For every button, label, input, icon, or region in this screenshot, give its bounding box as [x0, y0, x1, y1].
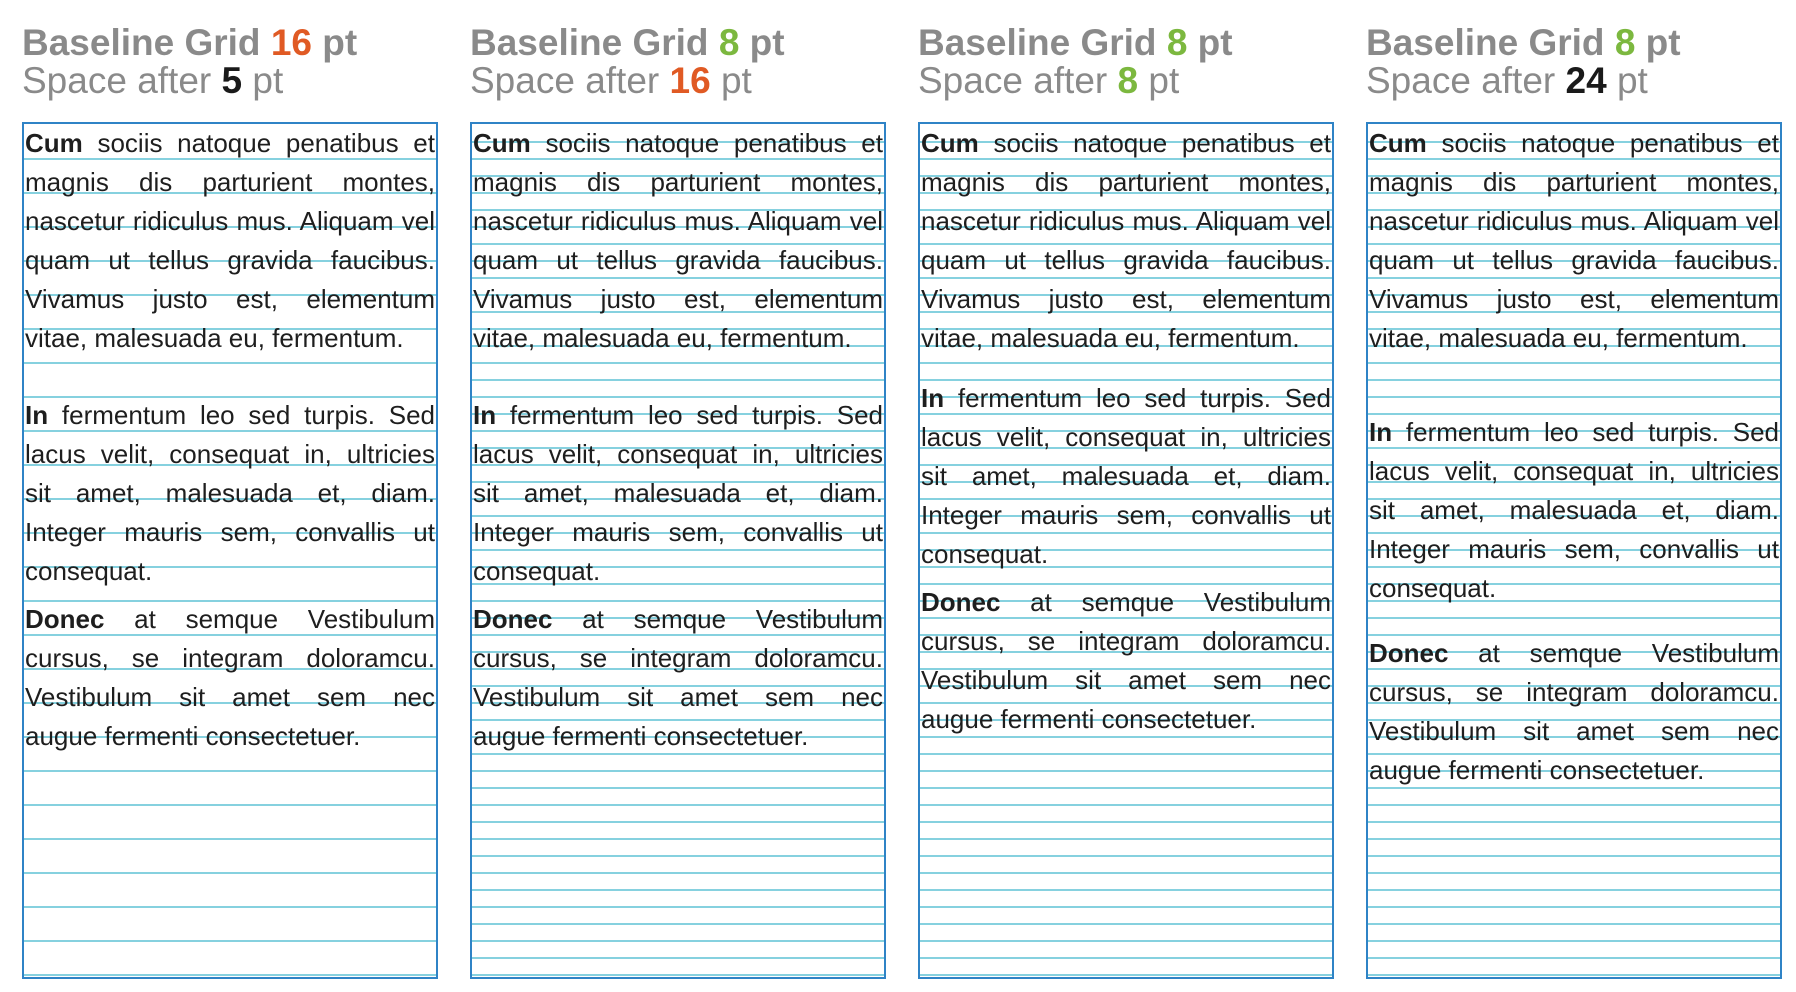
grid-line [24, 872, 436, 874]
paragraph-lead: In [25, 400, 49, 430]
space-after-label [22, 62, 283, 99]
grid-line [472, 855, 884, 857]
paragraph-lead: In [473, 400, 497, 430]
baseline-grid-unit: pt [739, 22, 785, 63]
baseline-grid-prefix: Baseline Grid [1366, 22, 1615, 63]
paragraph-lead: Cum [473, 128, 531, 158]
grid-line [472, 379, 884, 381]
grid-line [472, 906, 884, 908]
grid-line [24, 770, 436, 772]
grid-line [24, 974, 436, 976]
paragraph [920, 124, 1332, 358]
space-after-value: 8 [1117, 60, 1139, 101]
paragraph-text: at semque Vestibulum cursus, se integram doloramcu. Vestibulum sit amet sem nec augue fermenti consectetuer. [473, 604, 883, 751]
space-after-unit: pt [710, 60, 752, 101]
baseline-grid-label [1366, 24, 1681, 61]
grid-line [1368, 940, 1780, 942]
paragraph-text: sociis natoque penatibus et magnis dis parturient montes, nascetur ridiculus mus. Aliquam vel quam ut tellus gravida faucibus. Vivamus justo est, elementum vitae, malesuada eu, fermentum. [473, 128, 883, 353]
grid-line [1368, 617, 1780, 619]
grid-line [920, 906, 1332, 908]
text-frame [22, 122, 438, 979]
paragraph [472, 600, 884, 756]
column-heading [1366, 0, 1782, 120]
space-after-label [1366, 62, 1648, 99]
column-heading [470, 0, 886, 120]
baseline-grid-value: 16 [270, 22, 312, 63]
grid-line [920, 923, 1332, 925]
space-after-prefix: Space after [918, 60, 1118, 101]
paragraph-text: fermentum leo sed turpis. Sed lacus velit, consequat in, ultricies sit amet, malesuada et, diam. Integer mauris sem, convallis ut consequat. [1369, 417, 1779, 603]
paragraph-lead: Donec [1369, 638, 1449, 668]
text-frame [918, 122, 1334, 979]
grid-line [920, 872, 1332, 874]
grid-line [1368, 821, 1780, 823]
baseline-grid-unit: pt [1187, 22, 1233, 63]
paragraph [1368, 634, 1780, 790]
paragraph-text: fermentum leo sed turpis. Sed lacus velit, consequat in, ultricies sit amet, malesuada et, diam. Integer mauris sem, convallis ut consequat. [473, 400, 883, 586]
grid-line [920, 753, 1332, 755]
grid-line [1368, 974, 1780, 976]
baseline-grid-prefix: Baseline Grid [22, 22, 271, 63]
grid-line [920, 821, 1332, 823]
grid-line [472, 362, 884, 364]
grid-line [920, 940, 1332, 942]
paragraph [24, 396, 436, 591]
paragraph-lead: Cum [921, 128, 979, 158]
grid-line [24, 362, 436, 364]
grid-line [1368, 957, 1780, 959]
space-after-unit: pt [1606, 60, 1648, 101]
space-after-prefix: Space after [22, 60, 222, 101]
paragraph-lead: In [1369, 417, 1393, 447]
space-after-label [918, 62, 1179, 99]
grid-line [920, 974, 1332, 976]
paragraph-lead: Cum [25, 128, 83, 158]
grid-line [1368, 906, 1780, 908]
grid-line [1368, 872, 1780, 874]
grid-line [920, 804, 1332, 806]
grid-line [920, 362, 1332, 364]
grid-line [920, 838, 1332, 840]
text-frame [1366, 122, 1782, 979]
grid-line [920, 787, 1332, 789]
grid-line [1368, 923, 1780, 925]
paragraph-lead: Cum [1369, 128, 1427, 158]
baseline-grid-value: 8 [1614, 22, 1636, 63]
paragraph-lead: In [921, 383, 945, 413]
grid-line [1368, 379, 1780, 381]
column-3 [918, 0, 1334, 734]
space-after-value: 5 [221, 60, 243, 101]
grid-line [1368, 362, 1780, 364]
grid-line [472, 787, 884, 789]
column-2 [470, 0, 886, 751]
grid-line [24, 906, 436, 908]
paragraph [24, 124, 436, 358]
grid-line [920, 770, 1332, 772]
paragraph [24, 600, 436, 756]
space-after-unit: pt [1138, 60, 1180, 101]
paragraph-lead: Donec [473, 604, 553, 634]
grid-line [920, 889, 1332, 891]
paragraph-text: sociis natoque penatibus et magnis dis parturient montes, nascetur ridiculus mus. Aliquam vel quam ut tellus gravida faucibus. Vivamus justo est, elementum vitae, malesuada eu, fermentum. [1369, 128, 1779, 353]
grid-line [472, 872, 884, 874]
baseline-grid-label [22, 24, 357, 61]
text-frame [470, 122, 886, 979]
grid-line [1368, 396, 1780, 398]
baseline-grid-label [918, 24, 1233, 61]
baseline-grid-label [470, 24, 785, 61]
paragraph-lead: Donec [25, 604, 105, 634]
paragraph-text: at semque Vestibulum cursus, se integram doloramcu. Vestibulum sit amet sem nec augue fermenti consectetuer. [921, 587, 1331, 734]
paragraph [920, 583, 1332, 739]
column-4 [1366, 0, 1782, 785]
paragraph-text: sociis natoque penatibus et magnis dis parturient montes, nascetur ridiculus mus. Aliquam vel quam ut tellus gravida faucibus. Vivamus justo est, elementum vitae, malesuada eu, fermentum. [921, 128, 1331, 353]
grid-line [472, 957, 884, 959]
column-1 [22, 0, 438, 751]
grid-line [472, 923, 884, 925]
grid-line [472, 838, 884, 840]
grid-line [472, 889, 884, 891]
column-heading [22, 0, 438, 120]
grid-line [472, 804, 884, 806]
paragraph [1368, 413, 1780, 608]
baseline-grid-unit: pt [1635, 22, 1681, 63]
paragraph-text: fermentum leo sed turpis. Sed lacus velit, consequat in, ultricies sit amet, malesuada et, diam. Integer mauris sem, convallis ut consequat. [25, 400, 435, 586]
paragraph-text: sociis natoque penatibus et magnis dis parturient montes, nascetur ridiculus mus. Aliquam vel quam ut tellus gravida faucibus. Vivamus justo est, elementum vitae, malesuada eu, fermentum. [25, 128, 435, 353]
grid-line [24, 838, 436, 840]
column-heading [918, 0, 1334, 120]
baseline-grid-prefix: Baseline Grid [470, 22, 719, 63]
space-after-value: 24 [1565, 60, 1607, 101]
paragraph-text: at semque Vestibulum cursus, se integram doloramcu. Vestibulum sit amet sem nec augue fermenti consectetuer. [1369, 638, 1779, 785]
grid-line [24, 940, 436, 942]
paragraph [472, 124, 884, 358]
baseline-grid-value: 8 [1166, 22, 1188, 63]
baseline-grid-value: 8 [718, 22, 740, 63]
grid-line [920, 855, 1332, 857]
grid-line [472, 770, 884, 772]
grid-line [24, 804, 436, 806]
baseline-grid-unit: pt [311, 22, 358, 63]
paragraph-text: fermentum leo sed turpis. Sed lacus velit, consequat in, ultricies sit amet, malesuada et, diam. Integer mauris sem, convallis ut consequat. [921, 383, 1331, 569]
paragraph [472, 396, 884, 591]
space-after-label [470, 62, 752, 99]
space-after-prefix: Space after [470, 60, 670, 101]
space-after-prefix: Space after [1366, 60, 1566, 101]
grid-line [1368, 838, 1780, 840]
grid-line [472, 940, 884, 942]
grid-line [472, 974, 884, 976]
grid-line [1368, 855, 1780, 857]
paragraph [1368, 124, 1780, 358]
paragraph-lead: Donec [921, 587, 1001, 617]
baseline-grid-prefix: Baseline Grid [918, 22, 1167, 63]
grid-line [472, 821, 884, 823]
grid-line [1368, 889, 1780, 891]
grid-line [920, 957, 1332, 959]
space-after-unit: pt [242, 60, 284, 101]
paragraph [920, 379, 1332, 574]
paragraph-text: at semque Vestibulum cursus, se integram doloramcu. Vestibulum sit amet sem nec augue fermenti consectetuer. [25, 604, 435, 751]
grid-line [1368, 804, 1780, 806]
space-after-value: 16 [669, 60, 711, 101]
